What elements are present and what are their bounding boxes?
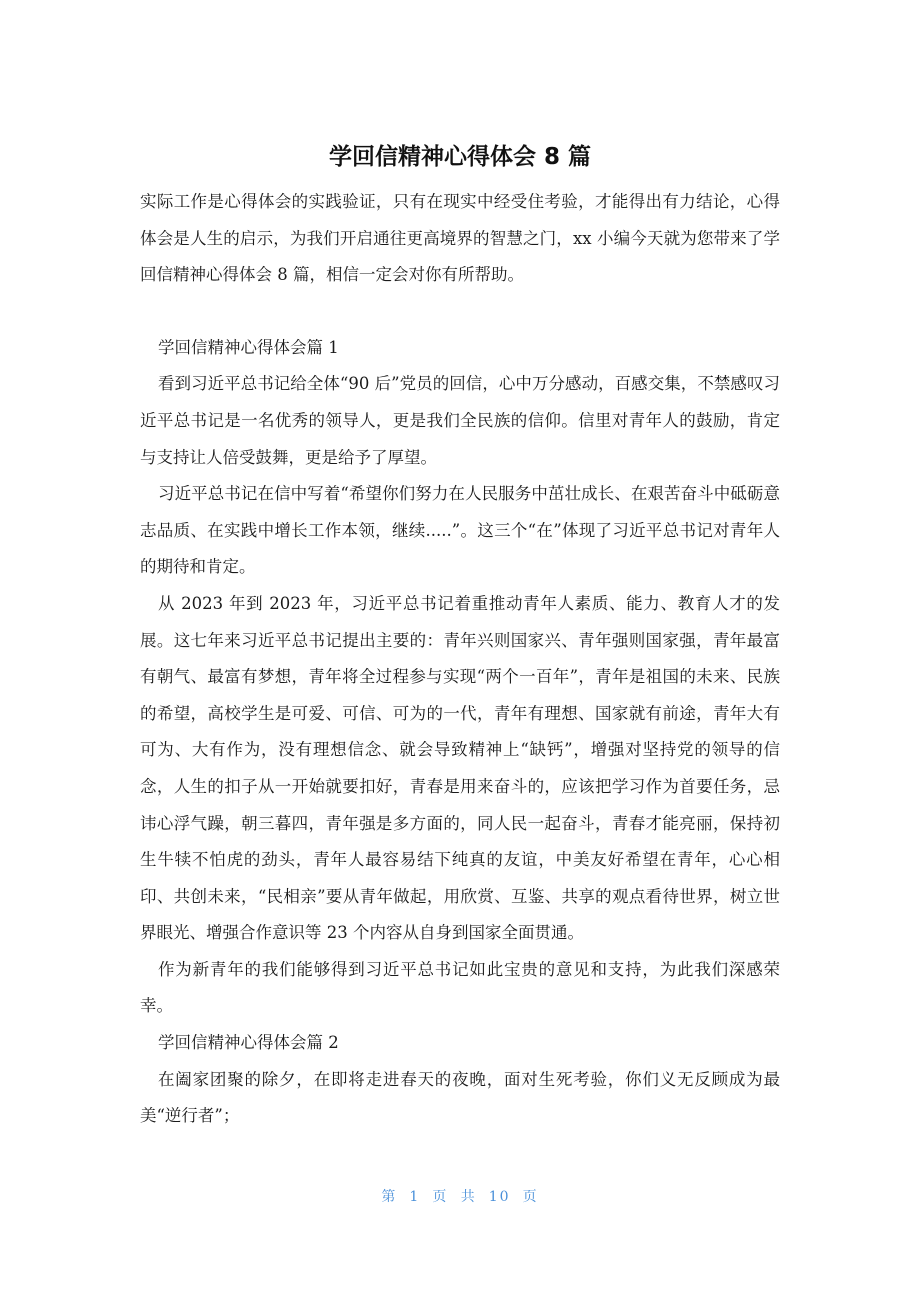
section-1-heading: 学回信精神心得体会篇 1 bbox=[158, 337, 339, 357]
document-title: 学回信精神心得体会 8 篇 bbox=[328, 144, 592, 170]
footer-current-page: 1 bbox=[409, 1189, 421, 1205]
intro-paragraph: 实际工作是心得体会的实践验证，只有在现实中经受住考验，才能得出有力结论，心得体会是人生的启示，为我们开启通往更高境界的智慧之门，xx 小编今天就为您带来了学回信精神心得体会 8 篇，相信一定会对你有所帮助。 bbox=[140, 192, 780, 285]
section-1-paragraph-1: 看到习近平总书记给全体“90 后”党员的回信，心中万分感动，百感交集，不禁感叹习近平总书记是一名优秀的领导人，更是我们全民族的信仰。信里对青年人的鼓励，肯定与支持让人倍受鼓舞，更是给予了厚望。 bbox=[140, 374, 780, 467]
section-1-paragraph-3: 从 2023 年到 2023 年，习近平总书记着重推动青年人素质、能力、教育人才的发展。这七年来习近平总书记提出主要的：青年兴则国家兴、青年强则国家强，青年最富有朝气、最富有梦想，青年将全过程参与实现“两个一百年”，青年是祖国的未来、民族的希望，高校学生是可爱、可信、可为的一代，青年有理想、国家就有前途，青年大有可为、大有作为，没有理想信念、就会导致精神上“缺钙”，增强对坚持党的领导的信念，人生的扣子从一开始就要扣好，青春是用来奋斗的，应该把学习作为首要任务，忌讳心浮气躁，朝三暮四，青年强是多方面的，同人民一起奋斗，青春才能亮丽，保持初生牛犊不怕虎的劲头，青年人最容易结下纯真的友谊，中美友好希望在青年，心心相印、共创未来，“民相亲”要从青年做起，用欣赏、互鉴、共享的观点看待世界，树立世界眼光、增强合作意识等 23 个内容从自身到国家全面贯通。 bbox=[140, 593, 780, 943]
section-1-paragraph-2: 习近平总书记在信中写着“希望你们努力在人民服务中茁壮成长、在艰苦奋斗中砥砺意志品质、在实践中增长工作本领，继续.....”。这三个“在”体现了习近平总书记对青年人的期待和肯定。 bbox=[140, 484, 780, 577]
footer-label-pages: 页 bbox=[522, 1189, 539, 1205]
footer-total-pages: 10 bbox=[488, 1189, 511, 1205]
page-footer bbox=[0, 1186, 920, 1206]
section-2-paragraph-1: 在阖家团聚的除夕，在即将走进春天的夜晚，面对生死考验，你们义无反顾成为最美“逆行者”； bbox=[140, 1069, 780, 1126]
document-body bbox=[140, 184, 780, 1135]
footer-label-page: 第 bbox=[381, 1189, 398, 1205]
footer-label-of: 页 共 bbox=[432, 1189, 477, 1205]
section-1-paragraph-4: 作为新青年的我们能够得到习近平总书记如此宝贵的意见和支持，为此我们深感荣幸。 bbox=[140, 959, 780, 1016]
section-2-heading: 学回信精神心得体会篇 2 bbox=[158, 1033, 339, 1053]
